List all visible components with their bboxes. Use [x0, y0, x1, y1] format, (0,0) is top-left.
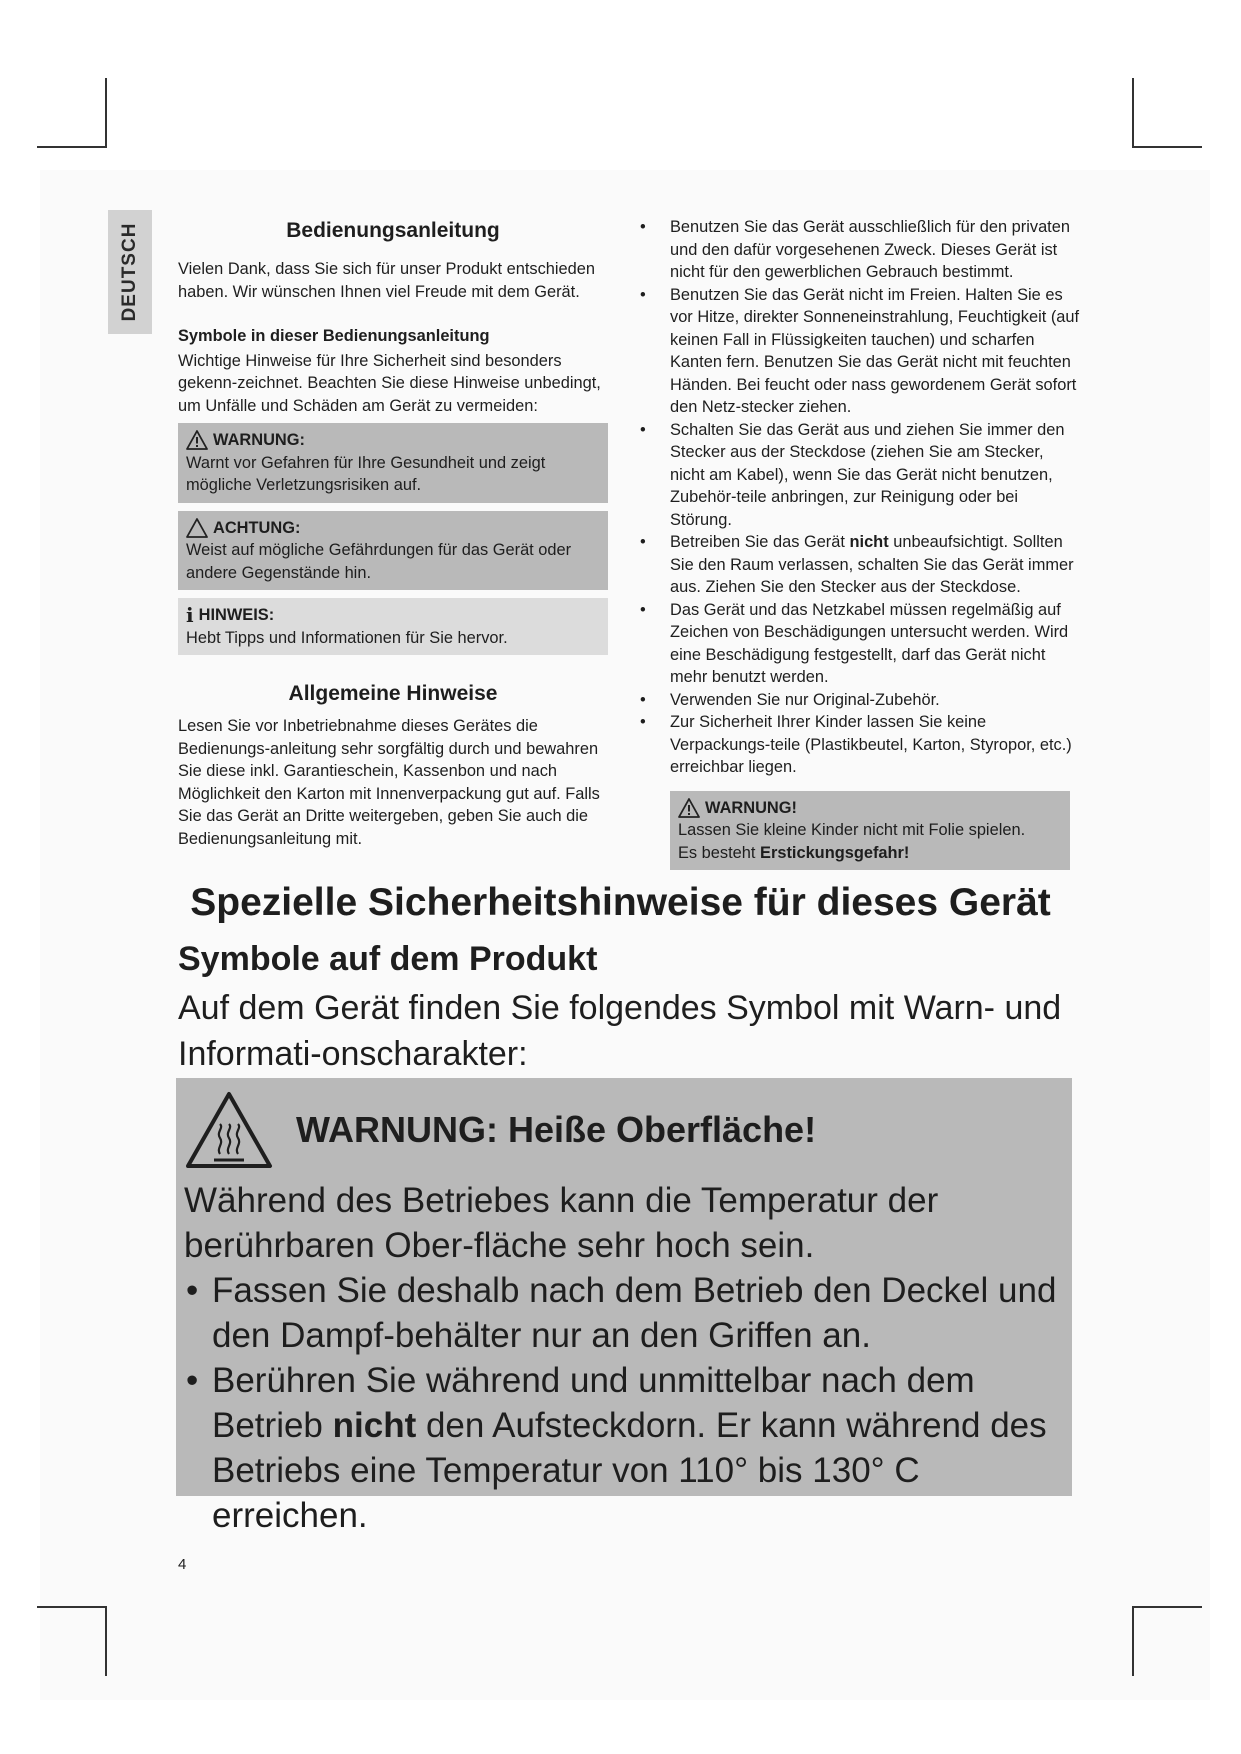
list-item	[640, 284, 1080, 419]
list-item	[184, 1358, 1064, 1538]
bullet-text: Zur Sicherheit Ihrer Kinder lassen Sie keine Verpackungs-teile (Plastikbeutel, Karton, Styropor, etc.) erreichbar liegen.	[670, 713, 1072, 776]
hinweis-title-row	[186, 604, 600, 627]
hinweis-box	[178, 598, 608, 655]
bullet-text: Schalten Sie das Gerät aus und ziehen Sie immer den Stecker aus der Steckdose (ziehen Sie am Stecker, nicht am Kabel), wenn Sie das Gerät nicht benutzen, Zubehör-teile anbringen, zur Reinigung oder bei Störung.	[670, 420, 1065, 529]
crop-mark-top-left-v	[105, 78, 107, 148]
bullet-text: Benutzen Sie das Gerät ausschließlich für den privaten und den dafür vorgesehenen Zweck. Dieses Gerät ist nicht für den gewerblichen Gebrauch bestimmt.	[670, 218, 1070, 281]
child-warning-line2-text: Es besteht	[678, 843, 761, 862]
list-item	[640, 419, 1080, 532]
hinweis-text: Hebt Tipps und Informationen für Sie hervor.	[186, 628, 508, 647]
child-warning-title-row	[678, 797, 1062, 820]
bullet-text: Berühren Sie während und unmittelbar nach dem Betrieb	[212, 1361, 975, 1445]
hinweis-title: HINWEIS:	[198, 606, 275, 624]
caution-triangle-icon	[186, 518, 208, 538]
safety-bullet-list	[640, 216, 1080, 779]
warnung-text: Warnt vor Gefahren für Ihre Gesundheit und zeigt mögliche Verletzungsrisiken auf.	[186, 453, 546, 494]
manual-heading: Bedienungsanleitung	[286, 219, 500, 242]
special-safety-title: Spezielle Sicherheitshinweise für dieses Gerät	[190, 881, 1051, 924]
warnung-title: WARNUNG:	[213, 431, 305, 449]
crop-mark-bottom-right-h	[1132, 1606, 1202, 1608]
bullet-text: Benutzen Sie das Gerät nicht im Freien. Halten Sie es vor Hitze, direkter Sonneneinstrahlung, Feuchtigkeit (auf keinen Fall in Flüssigkeiten tauchen) und scharfen Kanten fern. Benutzen Sie das Gerät nicht mit feuchten Händen. Bei feucht oder nass gewordenem Gerät sofort den Netz-stecker ziehen.	[670, 285, 1080, 416]
crop-mark-bottom-right-v	[1132, 1606, 1134, 1676]
hot-surface-warning-title: WARNUNG: Heiße Oberfläche!	[296, 1109, 817, 1150]
child-warning-line2	[678, 842, 1062, 865]
warnung-title-row	[186, 429, 600, 452]
achtung-title-row	[186, 517, 600, 540]
bullet-emphasis: nicht	[332, 1406, 417, 1445]
page-number: 4	[178, 1556, 187, 1573]
hot-surface-icon	[184, 1090, 274, 1170]
bullet-text: unbeaufsichtigt. Sollten Sie den Raum verlassen, schalten Sie das Gerät immer aus. Ziehen Sie den Stecker aus der Steckdose.	[670, 533, 1074, 596]
hot-surface-warning-header	[184, 1084, 1064, 1174]
symbols-heading: Symbole in dieser Bedienungsanleitung	[178, 327, 490, 345]
general-text: Lesen Sie vor Inbetriebnahme dieses Gerätes die Bedienungs-anleitung sehr sorgfältig durch und bewahren Sie diese inkl. Garantieschein, Kassenbon und nach Möglichkeit den Karton mit Innenverpackung gut auf. Falls Sie das Gerät an Dritte weitergeben, geben Sie auch die Bedienungsanleitung mit.	[178, 717, 600, 848]
child-warning-line1: Lassen Sie kleine Kinder nicht mit Folie spielen.	[678, 821, 1026, 839]
list-item	[640, 689, 1080, 712]
bullet-emphasis: nicht	[849, 533, 889, 551]
list-item	[640, 599, 1080, 689]
hot-surface-warning-text: Während des Betriebes kann die Temperatur der berührbaren Ober-fläche sehr hoch sein.	[184, 1181, 939, 1265]
left-column	[178, 218, 608, 850]
child-warning-emphasis: Erstickungsgefahr!	[760, 843, 910, 862]
crop-mark-top-left-h	[37, 146, 107, 148]
info-icon: i	[186, 603, 194, 628]
warnung-box	[178, 423, 608, 503]
language-tab	[108, 210, 152, 334]
product-symbols-intro: Auf dem Gerät finden Sie folgendes Symbol mit Warn- und Informati-onscharakter:	[178, 989, 1062, 1073]
list-item	[184, 1268, 1064, 1358]
crop-mark-top-right-h	[1132, 146, 1202, 148]
warning-triangle-icon	[186, 430, 208, 450]
language-tab-label: DEUTSCH	[119, 222, 140, 322]
crop-mark-bottom-left-v	[105, 1606, 107, 1676]
child-warning-box	[670, 791, 1070, 871]
intro-text: Vielen Dank, dass Sie sich für unser Produkt entschieden haben. Wir wünschen Ihnen viel Freude mit dem Gerät.	[178, 260, 595, 301]
bullet-text: Betreiben Sie das Gerät	[670, 533, 850, 551]
achtung-box	[178, 511, 608, 591]
general-heading: Allgemeine Hinweise	[288, 682, 498, 705]
achtung-text: Weist auf mögliche Gefährdungen für das Gerät oder andere Gegenstände hin.	[186, 541, 572, 582]
crop-mark-bottom-left-h	[37, 1606, 107, 1608]
right-column	[640, 216, 1080, 870]
bullet-text: Verwenden Sie nur Original-Zubehör.	[670, 690, 940, 709]
hot-surface-warning-body	[184, 1178, 1064, 1538]
hot-surface-warning-box	[176, 1078, 1072, 1535]
hot-surface-bullet-list	[184, 1268, 1064, 1538]
warning-triangle-icon	[678, 798, 700, 818]
bullet-text: den Aufsteckdorn. Er kann während des Betriebs eine Temperatur von 110° bis 130° C erreichen.	[212, 1406, 1047, 1535]
crop-mark-top-right-v	[1132, 78, 1134, 148]
child-warning-title: WARNUNG!	[705, 798, 797, 817]
bullet-text: Das Gerät und das Netzkabel müssen regelmäßig auf Zeichen von Beschädigungen untersucht werden. Wird eine Beschädigung festgestellt, darf das Gerät nicht mehr benutzt werden.	[670, 600, 1069, 686]
symbols-text: Wichtige Hinweise für Ihre Sicherheit sind besonders gekenn-zeichnet. Beachten Sie diese Hinweise unbedingt, um Unfälle und Schäden am Gerät zu vermeiden:	[178, 351, 601, 415]
achtung-title: ACHTUNG:	[213, 518, 301, 537]
list-item	[640, 531, 1080, 599]
list-item	[640, 711, 1080, 779]
list-item	[640, 216, 1080, 284]
bullet-text: Fassen Sie deshalb nach dem Betrieb den Deckel und den Dampf-behälter nur an den Griffen an.	[212, 1271, 1057, 1355]
product-symbols-heading: Symbole auf dem Produkt	[178, 940, 598, 978]
